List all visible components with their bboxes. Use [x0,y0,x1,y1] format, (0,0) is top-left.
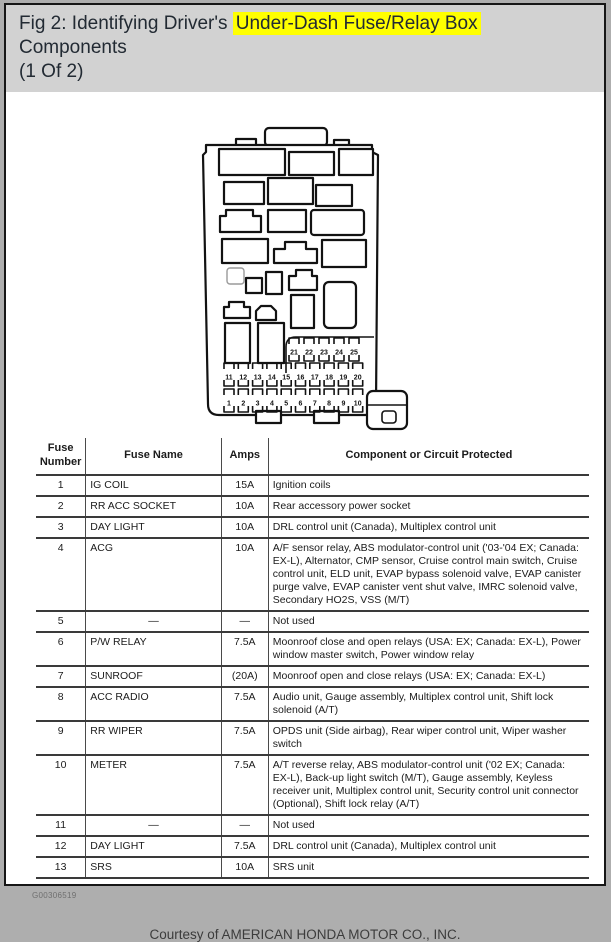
fuse-slot-number: 24 [335,349,343,357]
table-cell: 9 [36,721,86,755]
title-highlight: Under-Dash Fuse/Relay Box [233,12,481,35]
table-cell: Audio unit, Gauge assembly, Multiplex control unit, Shift lock solenoid (A/T) [268,687,589,721]
fuse-slot-number: 16 [296,374,305,382]
table-cell: DRL control unit (Canada), Multiplex control unit [268,517,589,538]
fuse-slot-number: 13 [253,374,262,382]
table-row [36,687,589,721]
table-cell: IG COIL [86,475,221,496]
table-header-row [36,438,589,474]
fuse-slot-number: 14 [268,374,276,382]
table-cell: 12 [36,836,86,857]
table-row [36,857,589,878]
col-header-component: Component or Circuit Protected [268,438,589,474]
table-cell: ACG [86,538,221,611]
fuse-slot-number: 2 [241,400,246,408]
table-cell: 10A [221,517,268,538]
table-cell: 5 [36,611,86,632]
table-cell: 3 [36,517,86,538]
fuse-slot-number: 20 [353,374,362,382]
table-cell: 10A [221,857,268,878]
fuse-table [36,438,589,879]
fuse-slot-number: 15 [282,374,291,382]
table-cell: P/W RELAY [86,632,221,666]
table-cell: 10A [221,538,268,611]
table-cell: METER [86,755,221,815]
table-cell: RR ACC SOCKET [86,496,221,517]
table-cell: SRS unit [268,857,589,878]
fuse-slot-number: 6 [298,400,303,408]
table-cell: RR WIPER [86,721,221,755]
title-page-count: (1 Of 2) [19,60,84,82]
table-cell: 10A [221,496,268,517]
fuse-slot-number: 19 [339,374,348,382]
table-cell: — [221,611,268,632]
fuse-slot-number: 23 [320,349,328,357]
col-header-fuse-name: Fuse Name [86,438,221,474]
table-cell: 1 [36,475,86,496]
table-cell: Ignition coils [268,475,589,496]
table-cell: 15A [221,475,268,496]
col-header-amps: Amps [221,438,268,474]
table-cell: SRS [86,857,221,878]
table-cell: — [86,815,221,836]
table-cell: DAY LIGHT [86,517,221,538]
table-cell: 7.5A [221,721,268,755]
table-cell: 7.5A [221,836,268,857]
table-row [36,517,589,538]
table-cell: 8 [36,687,86,721]
table-cell: — [86,611,221,632]
title-prefix: Fig 2: Identifying Driver's [19,13,233,34]
table-cell: 6 [36,632,86,666]
fuse-slot-number: 12 [239,374,248,382]
table-cell: — [221,815,268,836]
figure-title [19,12,481,58]
table-cell: DRL control unit (Canada), Multiplex control unit [268,836,589,857]
table-row [36,721,589,755]
table-cell: 2 [36,496,86,517]
fuse-slot-number: 21 [290,349,298,357]
table-cell: 7.5A [221,755,268,815]
table-row [36,475,589,496]
fuse-slot-number: 25 [350,349,358,357]
table-cell: A/F sensor relay, ABS modulator-control unit ('03-'04 EX; Canada: EX-L), Alternator, CMP sensor, Cruise control main switch, Cruise control unit, ELD unit, EVAP bypass solenoid valve, EVAP canister purge valve, EVAP canister vent shut valve, IMRC solenoid valve, Secondary HO2S, VSS (M/T) [268,538,589,611]
table-cell: 10 [36,755,86,815]
col-header-fuse-number: Fuse Number [36,438,86,474]
fuse-box-diagram [189,123,419,433]
table-row [36,632,589,666]
table-cell: 4 [36,538,86,611]
table-cell: 7.5A [221,632,268,666]
box-top-tab [265,128,327,146]
document-code: G00306519 [32,890,77,900]
fuse-slot-number: 17 [310,374,319,382]
courtesy-line: Courtesy of AMERICAN HONDA MOTOR CO., INC. [149,926,461,942]
title-suffix: Components [19,36,127,58]
table-row [36,666,589,687]
table-cell: 11 [36,815,86,836]
table-cell: Moonroof close and open relays (USA: EX; Canada: EX-L), Power window master switch, Power window relay [268,632,589,666]
table-row [36,496,589,517]
fuse-slot-number: 8 [327,400,332,408]
fuse-slot-number: 5 [284,400,289,408]
table-cell: Moonroof open and close relays (USA: EX; Canada: EX-L) [268,666,589,687]
table-row [36,611,589,632]
fuse-slot-number: 11 [225,374,233,382]
table-cell: 13 [36,857,86,878]
table-cell: 7 [36,666,86,687]
fuse-slot-number: 1 [227,400,231,408]
table-row [36,836,589,857]
table-cell: 7.5A [221,687,268,721]
table-cell: Rear accessory power socket [268,496,589,517]
document-page [4,3,606,942]
table-cell: A/T reverse relay, ABS modulator-control unit ('02 EX; Canada: EX-L), Back-up light switch (M/T), Gauge assembly, Keyless receiver unit, Multiplex control unit, Security control unit connector (Optional), Shift lock relay (A/T) [268,755,589,815]
fuse-slot-number: 4 [269,400,274,408]
table-cell: Not used [268,815,589,836]
fuse-slot-number: 18 [325,374,333,382]
fuse-slot-number: 7 [312,400,317,408]
table-cell: SUNROOF [86,666,221,687]
table-cell: DAY LIGHT [86,836,221,857]
table-cell: Not used [268,611,589,632]
fuse-slot-number: 3 [255,400,260,408]
figure-title-band [6,5,604,92]
table-row [36,755,589,815]
table-row [36,815,589,836]
fuse-box-drawing [189,123,419,433]
fuse-slot-number: 22 [305,349,313,357]
table-cell: (20A) [221,666,268,687]
table-cell: OPDS unit (Side airbag), Rear wiper control unit, Wiper washer switch [268,721,589,755]
fuse-table-body [36,475,589,878]
fuse-slot-number: 10 [353,400,362,408]
table-cell: ACC RADIO [86,687,221,721]
table-row [36,538,589,611]
fuse-slot-number: 9 [341,400,346,408]
